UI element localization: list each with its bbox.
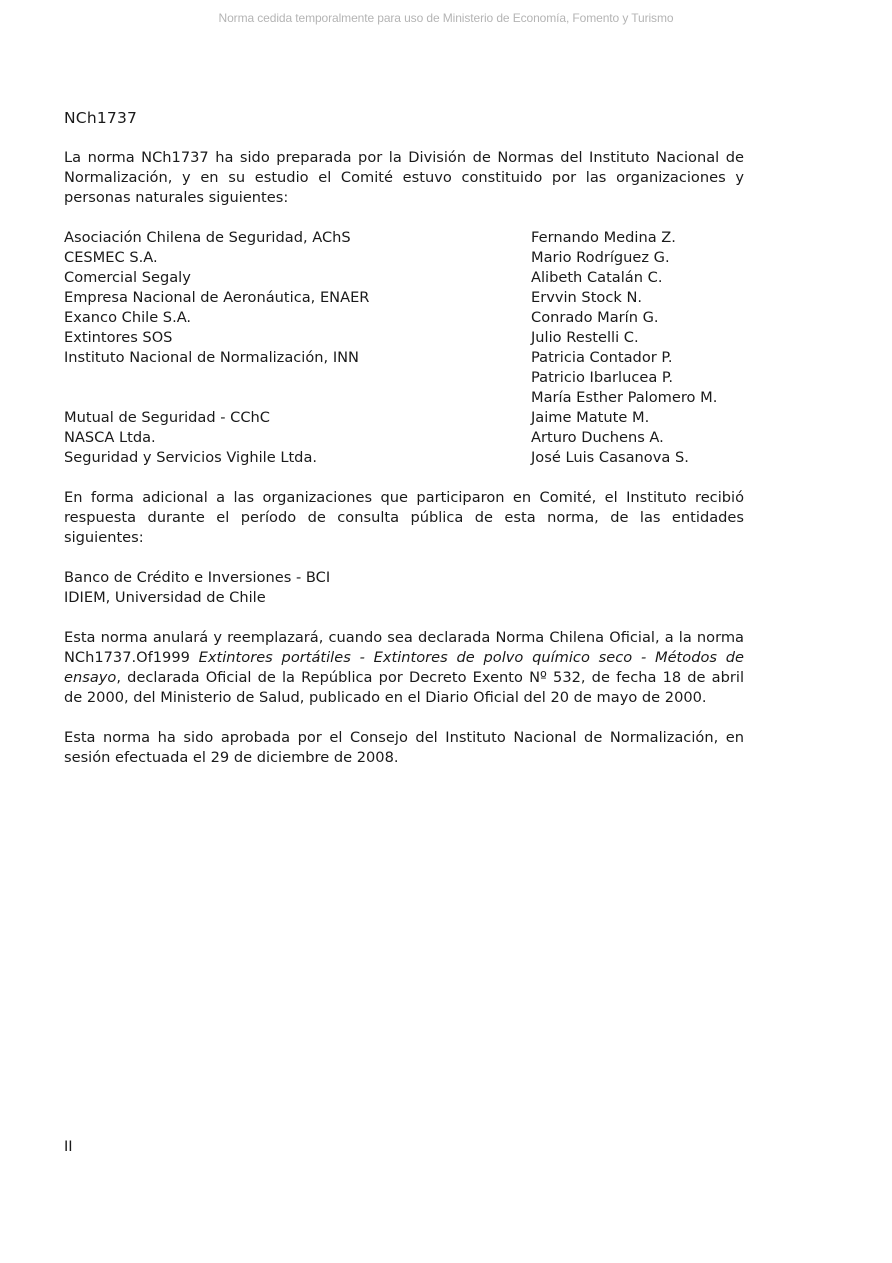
consultation-entity: IDIEM, Universidad de Chile: [64, 589, 266, 606]
committee-person: Mario Rodríguez G.: [531, 249, 670, 266]
committee-row: [64, 428, 744, 448]
consultation-entity: Banco de Crédito e Inversiones - BCI: [64, 569, 331, 586]
committee-person: Arturo Duchens A.: [531, 429, 664, 446]
committee-org: CESMEC S.A.: [64, 249, 158, 266]
committee-person: Patricio Ibarlucea P.: [531, 369, 674, 386]
replacement-text-part1: Esta norma anulará y reemplazará, cuando sea declarada Norma Chilena Oficial, a la norma NCh1737.Of1999: [64, 629, 744, 666]
replacement-text-part2: , declarada Oficial de la República por Decreto Exento Nº 532, de fecha 18 de abril de 2000, del Ministerio de Salud, publicado en el Diario Oficial del 20 de mayo de 2000.: [64, 669, 744, 706]
committee-org: Instituto Nacional de Normalización, INN: [64, 349, 359, 366]
committee-list: [64, 228, 744, 468]
committee-row: [64, 328, 744, 348]
intro-paragraph: La norma NCh1737 ha sido preparada por la División de Normas del Instituto Nacional de Normalización, y en su estudio el Comité estuvo constituido por las organizaciones y personas naturales siguientes:: [64, 149, 744, 206]
committee-org: Mutual de Seguridad - CChC: [64, 409, 270, 426]
document-page: [64, 108, 744, 788]
committee-org: Seguridad y Servicios Vighile Ltda.: [64, 449, 318, 466]
replacement-paragraph: [64, 628, 744, 708]
committee-row: [64, 268, 744, 288]
page-number: II: [64, 1138, 73, 1155]
committee-person: José Luis Casanova S.: [531, 449, 689, 466]
approval-paragraph: Esta norma ha sido aprobada por el Consejo del Instituto Nacional de Normalización, en sesión efectuada el 29 de diciembre de 2008.: [64, 729, 744, 766]
committee-person: Julio Restelli C.: [531, 329, 639, 346]
consultation-paragraph: En forma adicional a las organizaciones que participaron en Comité, el Instituto recibió respuesta durante el período de consulta pública de esta norma, de las entidades siguientes:: [64, 489, 744, 546]
committee-org: Extintores SOS: [64, 329, 173, 346]
committee-person: Ervvin Stock N.: [531, 289, 643, 306]
committee-person: Conrado Marín G.: [531, 309, 659, 326]
committee-org: Empresa Nacional de Aeronáutica, ENAER: [64, 289, 370, 306]
committee-person: Patricia Contador P.: [531, 349, 673, 366]
committee-org: Comercial Segaly: [64, 269, 191, 286]
committee-person: Alibeth Catalán C.: [531, 269, 663, 286]
committee-org: Exanco Chile S.A.: [64, 309, 192, 326]
committee-org: [64, 388, 531, 408]
document-code: NCh1737: [64, 109, 138, 127]
committee-row: [64, 248, 744, 268]
committee-person: María Esther Palomero M.: [531, 389, 718, 406]
committee-row: [64, 308, 744, 328]
committee-person: Jaime Matute M.: [531, 409, 650, 426]
committee-org: [64, 368, 531, 388]
committee-row: [64, 228, 744, 248]
committee-row: [64, 368, 744, 388]
committee-org: NASCA Ltda.: [64, 429, 156, 446]
watermark-text: Norma cedida temporalmente para uso de Ministerio de Economía, Fomento y Turismo: [218, 11, 674, 25]
committee-person: Fernando Medina Z.: [531, 229, 676, 246]
committee-row: [64, 288, 744, 308]
committee-org: Asociación Chilena de Seguridad, AChS: [64, 229, 351, 246]
consultation-entity-list: [64, 568, 744, 608]
committee-row: [64, 388, 744, 408]
committee-row: [64, 348, 744, 368]
committee-row: [64, 408, 744, 428]
replaced-norm-title: Extintores portátiles - Extintores de polvo químico seco - Métodos de ensayo: [64, 649, 744, 686]
committee-row: [64, 448, 744, 468]
